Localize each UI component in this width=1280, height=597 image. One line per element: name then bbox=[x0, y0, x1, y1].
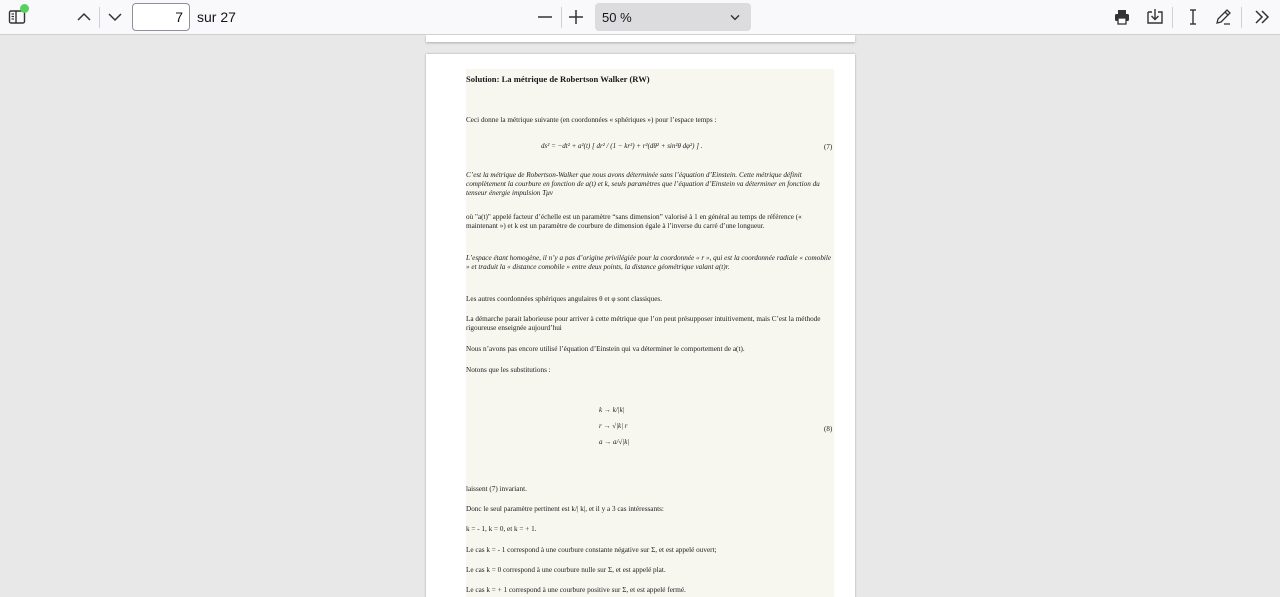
paragraph: où "a(t)" appelé facteur d’échelle est un paramètre “sans dimension” valorisé à 1 en général au temps de référence (« maintenant ») et k est un paramètre de courbure de dimension égale à l’inverse du carré d’une longueur. bbox=[466, 213, 802, 230]
double-chevron-right-icon bbox=[1252, 7, 1272, 27]
document-viewer[interactable] bbox=[0, 35, 1280, 597]
save-button[interactable] bbox=[1141, 3, 1169, 31]
print-button[interactable] bbox=[1108, 3, 1136, 31]
paragraph: Les autres coordonnées sphériques angulaires θ et φ sont classiques. bbox=[466, 295, 663, 303]
notification-dot bbox=[20, 4, 29, 13]
next-page-button[interactable] bbox=[101, 3, 129, 31]
paragraph: L’espace étant homogène, il n’y a pas d’origine privilégiée pour la coordonnée « r », qui est la coordonnée radiale « comobile » et traduit la « distance comobile » entre deux points, la distance géométrique valant a(t)r. bbox=[466, 254, 832, 271]
more-tools-button[interactable] bbox=[1248, 3, 1276, 31]
chevron-down-icon bbox=[105, 7, 125, 27]
substitution: k → k/|k| bbox=[599, 406, 625, 414]
paragraph: laissent (7) invariant. bbox=[466, 485, 527, 493]
plus-icon bbox=[566, 7, 586, 27]
paragraph: k = - 1, k = 0, et k = + 1. bbox=[466, 525, 537, 533]
paragraph: Le cas k = - 1 correspond à une courbure constante négative sur Σ, et est appelé ouvert; bbox=[466, 546, 717, 554]
zoom-select[interactable] bbox=[595, 3, 751, 31]
zoom-value: 50 % bbox=[602, 10, 632, 25]
page-number-input[interactable]: 7 bbox=[132, 3, 190, 31]
toolbar bbox=[0, 0, 1280, 35]
pen-icon bbox=[1213, 7, 1233, 27]
print-icon bbox=[1112, 7, 1132, 27]
page-count-label: sur 27 bbox=[197, 9, 236, 25]
equation-number: (8) bbox=[824, 425, 833, 433]
paragraph: Le cas k = + 1 correspond à une courbure positive sur Σ, et est appelé fermé. bbox=[466, 586, 686, 594]
substitution: r → √|k| r bbox=[599, 422, 628, 430]
paragraph: Nous n’avons pas encore utilisé l’équation d’Einstein qui va déterminer le comportement de a(t). bbox=[466, 345, 745, 353]
zoom-out-button[interactable] bbox=[531, 3, 559, 31]
previous-page-button[interactable] bbox=[70, 3, 98, 31]
substitution: a → a/√|k| bbox=[599, 438, 630, 446]
pdf-page bbox=[426, 54, 855, 597]
paragraph: C’est la métrique de Robertson-Walker que nous avons déterminée sans l’équation d’Einstein. Cette métrique définit complètement la courbure en fonction de a(t) et k, seuls paramètres que l’équation d’Einstein va déterminer en fonction du tenseur énergie impulsion Tμν bbox=[466, 171, 820, 197]
separator bbox=[99, 7, 100, 28]
separator bbox=[1172, 7, 1173, 28]
text-cursor-icon bbox=[1183, 7, 1203, 27]
chevron-down-icon bbox=[727, 9, 743, 25]
chevron-up-icon bbox=[74, 7, 94, 27]
draw-tool-button[interactable] bbox=[1209, 3, 1237, 31]
equation-7: ds² = −dt² + a²(t) [ dr² / (1 − kr²) + r²(dθ² + sin²θ dφ²) ] . bbox=[541, 142, 703, 150]
paragraph: Ceci donne la métrique suivante (en coordonnées « sphériques ») pour l’espace temps : bbox=[466, 116, 717, 124]
previous-page-bottom bbox=[426, 35, 855, 42]
separator bbox=[1241, 7, 1242, 28]
text-tool-button[interactable] bbox=[1179, 3, 1207, 31]
paragraph: Notons que les substitutions : bbox=[466, 366, 551, 374]
zoom-in-button[interactable] bbox=[562, 3, 590, 31]
document-title: Solution: La métrique de Robertson Walker (RW) bbox=[466, 74, 650, 84]
equation-number: (7) bbox=[824, 143, 833, 151]
paragraph: Le cas k = 0 correspond à une courbure nulle sur Σ, et est appelé plat. bbox=[466, 566, 666, 574]
download-icon bbox=[1145, 7, 1165, 27]
paragraph: Donc le seul paramètre pertinent est k/| k|, et il y a 3 cas intéressants: bbox=[466, 505, 664, 513]
paragraph: La démarche parait laborieuse pour arriver à cette métrique que l’on peut présupposer intuitivement, mais C’est la méthode rigoureuse enseignée aujourd’hui bbox=[466, 315, 821, 332]
minus-icon bbox=[535, 7, 555, 27]
